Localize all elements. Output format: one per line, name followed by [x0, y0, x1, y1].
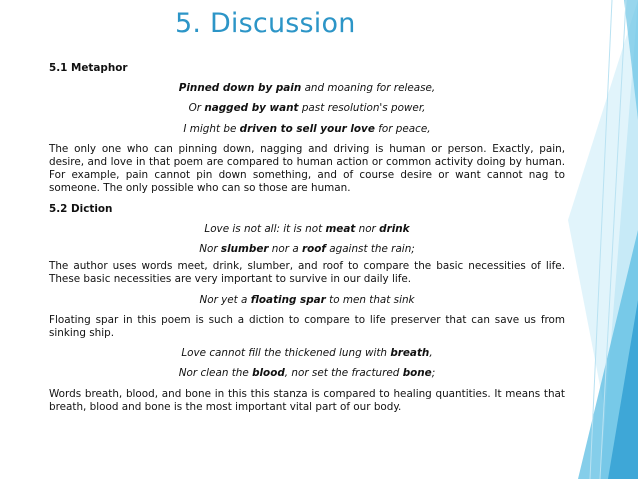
section-heading-metaphor: 5.1 Metaphor	[49, 62, 128, 74]
slide-body	[49, 62, 565, 414]
quote-line: I might be driven to sell your love for peace,	[183, 122, 431, 135]
paragraph: The only one who can pinning down, nagging and driving is human or person. Exactly, pain, desire, and love in that poem are compared to human action or common activity doing by human. For example, pain cannot pin down something, and of course desire or want cannot nag to someone. The only possible who can so those are human.	[49, 142, 565, 195]
slide-title: 5. Discussion	[175, 8, 356, 39]
quote-line: Nor slumber nor a roof against the rain;	[199, 243, 415, 256]
paragraph: The author uses words meet, drink, slumber, and roof to compare the basic necessities of life. These basic necessities are very important to survive in our daily life.	[49, 260, 565, 286]
quote-line: Love is not all: it is not meat nor drink	[204, 222, 410, 235]
quote-line: Pinned down by pain and moaning for release,	[178, 82, 436, 95]
paragraph: Words breath, blood, and bone in this this stanza is compared to healing quantities. It means that breath, blood and bone is the most important vital part of our body.	[49, 387, 565, 413]
quote-line: Or nagged by want past resolution's power,	[188, 102, 426, 115]
section-heading-diction: 5.2 Diction	[49, 202, 113, 215]
quote-line: Nor clean the blood, nor set the fractured bone;	[178, 367, 436, 380]
quote-line: Love cannot fill the thickened lung with breath,	[181, 347, 433, 360]
paragraph: Floating spar in this poem is such a diction to compare to life preserver that can save us from sinking ship.	[49, 313, 565, 340]
quote-line: Nor yet a floating spar to men that sink	[199, 293, 415, 306]
